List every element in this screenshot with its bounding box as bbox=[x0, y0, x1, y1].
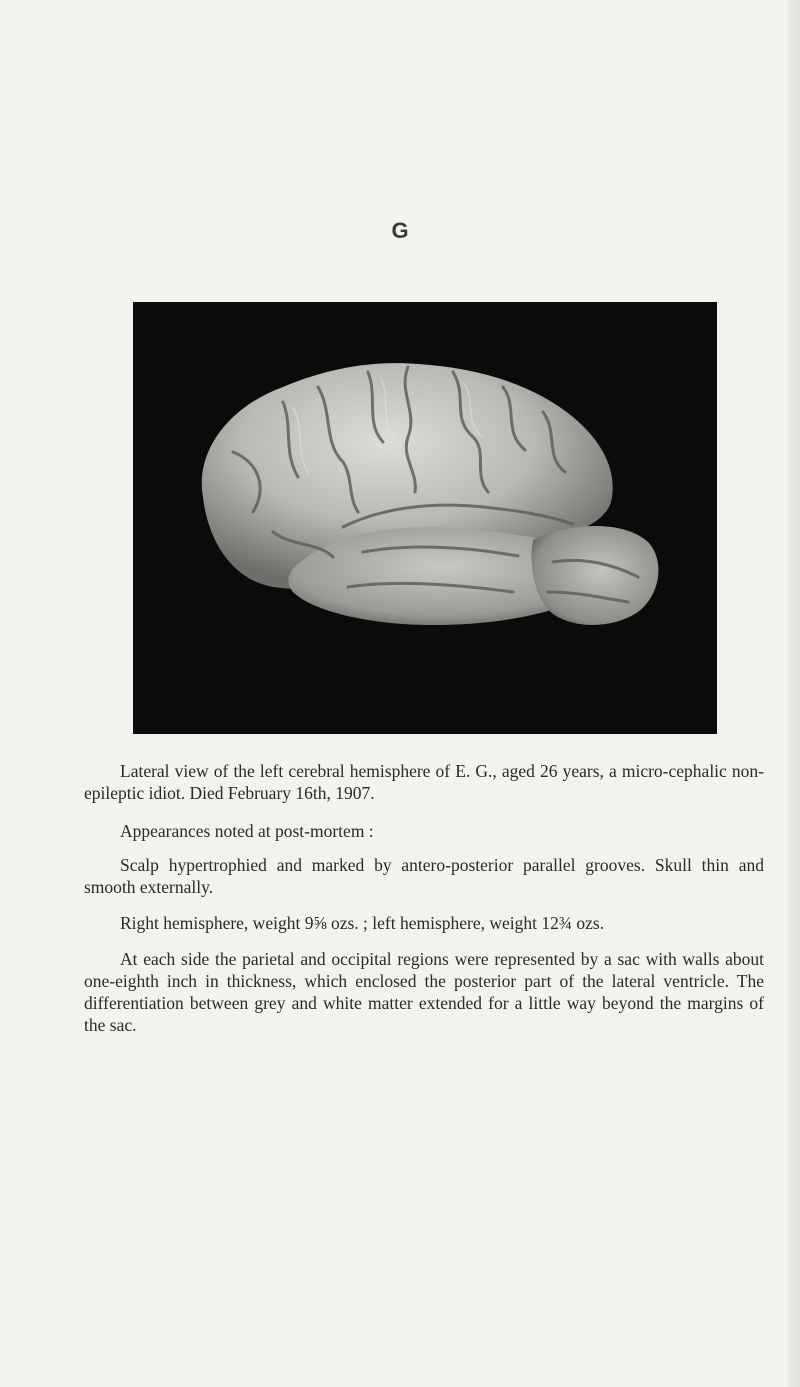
plate-letter: G bbox=[391, 218, 409, 243]
page-edge bbox=[788, 0, 800, 1387]
paragraph-sac: At each side the parietal and occipital regions were represented by a sac with walls about one-eighth inch in thickness, which enclosed the posterior part of the lateral ventricle. The differentiation between grey and white matter extended for a little way beyond the margins of the sac. bbox=[84, 949, 764, 1035]
post-mortem-heading: Appearances noted at post-mortem : bbox=[120, 821, 374, 841]
text-block bbox=[84, 760, 764, 1050]
figure-caption: Lateral view of the left cerebral hemisphere of E. G., aged 26 years, a micro-cephalic non-epileptic idiot. Died February 16th, 1907. bbox=[84, 761, 764, 803]
brain-photograph bbox=[133, 302, 717, 734]
paragraph-weights: Right hemisphere, weight 9⅝ ozs. ; left hemisphere, weight 12¾ ozs. bbox=[120, 913, 605, 933]
paragraph-scalp: Scalp hypertrophied and marked by antero-posterior parallel grooves. Skull thin and smooth externally. bbox=[84, 855, 764, 897]
brain-hemisphere-illustration bbox=[133, 302, 717, 734]
